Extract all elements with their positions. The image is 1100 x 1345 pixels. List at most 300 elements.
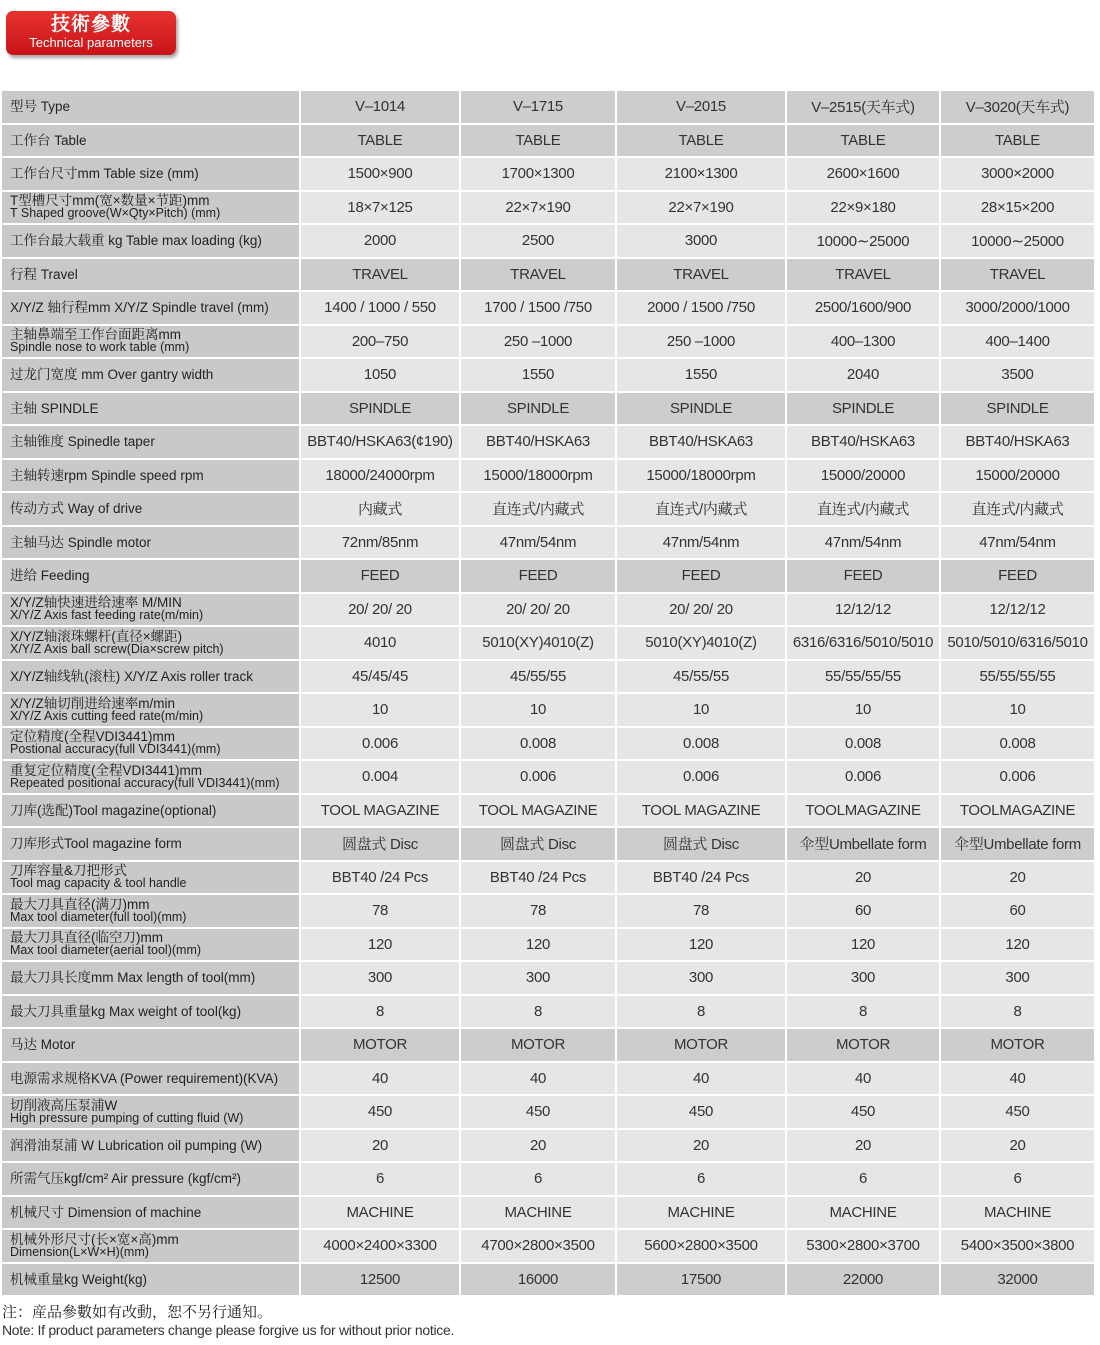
cell-model-5 — [940, 1095, 1094, 1129]
cell-model-2 — [460, 1162, 616, 1196]
table-row — [2, 157, 1094, 191]
row-label-line: X/Y/Z Axis fast feeding rate(m/min) — [10, 608, 204, 623]
cell-value: 3000×2000 — [981, 165, 1054, 183]
cell-value: 6 — [1013, 1170, 1022, 1188]
cell-model-2 — [460, 861, 616, 895]
cell-value: V–2515(天车式) — [811, 99, 915, 117]
cell-value: TRAVEL — [673, 265, 729, 283]
table-row — [2, 1263, 1094, 1297]
row-label-line: 主轴锥度 Spinedle taper — [10, 434, 155, 450]
cell-value: 20 — [854, 1136, 872, 1154]
table-row — [2, 861, 1094, 895]
cell-value: 2500/1600/900 — [814, 299, 912, 317]
row-label-line: 主轴 SPINDLE — [10, 400, 99, 416]
row-label-line: X/Y/Z Axis ball screw(Dia×screw pitch) — [10, 641, 224, 656]
cell-model-3 — [616, 1196, 786, 1230]
cell-value: SPINDLE — [831, 399, 895, 417]
cell-model-5 — [940, 325, 1094, 359]
row-label-line: X/Y/Z轴滚珠螺杆(直径×螺距) — [10, 628, 183, 644]
cell-model-4 — [786, 392, 940, 426]
cell-model-5 — [940, 559, 1094, 593]
cell-model-4 — [786, 258, 940, 292]
cell-value: 10000∼25000 — [816, 232, 910, 250]
row-label-line: T Shaped groove(W×Qty×Pitch) (mm) — [10, 206, 221, 221]
cell-model-2 — [460, 928, 616, 962]
cell-value: 2000 — [363, 232, 397, 250]
row-label-line: 机械重量kg Weight(kg) — [10, 1271, 148, 1287]
cell-value: 2000 / 1500 /750 — [647, 299, 755, 317]
cell-model-5 — [940, 1129, 1094, 1163]
cell-model-1 — [300, 559, 460, 593]
cell-value: 直连式/内藏式 — [816, 501, 910, 519]
cell-value: 直连式/内藏式 — [971, 501, 1064, 519]
cell-value: 78 — [371, 902, 389, 920]
row-label — [2, 191, 300, 225]
row-label-line: 刀库容量&刀把形式 — [10, 863, 128, 879]
cell-value: 55/55/55/55 — [979, 667, 1056, 685]
cell-value: V–2015 — [676, 98, 726, 116]
row-label — [2, 559, 300, 593]
cell-value: 45/55/55 — [673, 667, 729, 685]
cell-value: 1700 / 1500 /750 — [484, 299, 592, 317]
cell-value: 10 — [371, 701, 389, 719]
cell-model-3 — [616, 258, 786, 292]
cell-value: 45/55/55 — [510, 667, 566, 685]
cell-value: MOTOR — [673, 1036, 729, 1054]
table-row — [2, 392, 1094, 426]
cell-model-1 — [300, 1028, 460, 1062]
cell-model-3 — [616, 1062, 786, 1096]
cell-value: 0.004 — [361, 768, 399, 786]
cell-value: V–1014 — [355, 98, 405, 116]
row-label — [2, 1129, 300, 1163]
table-row — [2, 124, 1094, 158]
row-label — [2, 258, 300, 292]
cell-value: 圆盘式 Disc — [342, 836, 418, 854]
cell-value: BBT40 /24 Pcs — [652, 868, 750, 886]
cell-value: 300 — [850, 969, 876, 987]
row-label-line: 马达 Motor — [10, 1037, 76, 1053]
row-label — [2, 995, 300, 1029]
cell-model-4 — [786, 1095, 940, 1129]
cell-value: 72nm/85nm — [341, 533, 419, 551]
row-label-line: 最大刀具直径(临空刀)mm — [10, 930, 163, 946]
cell-value: BBT40/HSKA63(¢190) — [307, 433, 453, 451]
cell-model-3 — [616, 392, 786, 426]
cell-value: 40 — [529, 1069, 547, 1087]
cell-model-4 — [786, 358, 940, 392]
cell-value: MOTOR — [352, 1036, 408, 1054]
table-row — [2, 526, 1094, 560]
cell-value: BBT40/HSKA63 — [811, 433, 915, 451]
row-label-line: 过龙门宽度 mm Over gantry width — [10, 367, 214, 383]
technical-parameters-table — [2, 91, 1094, 1297]
cell-value: SPINDLE — [669, 399, 733, 417]
cell-model-1 — [300, 894, 460, 928]
cell-value: 250 –1000 — [503, 332, 573, 350]
row-label — [2, 425, 300, 459]
footnote-zh: 注：産品參數如有改動，恕不另行通知。 — [2, 1304, 273, 1321]
row-label — [2, 459, 300, 493]
cell-model-2 — [460, 358, 616, 392]
cell-model-3 — [616, 861, 786, 895]
cell-value: 直连式/内藏式 — [491, 501, 585, 519]
row-label-line: Repeated positional accuracy(full VDI3441)(mm) — [10, 775, 280, 790]
cell-model-2 — [460, 492, 616, 526]
cell-model-1 — [300, 827, 460, 861]
row-label-line: 传动方式 Way of drive — [10, 501, 143, 517]
cell-model-3 — [616, 1229, 786, 1263]
cell-value: 10000∼25000 — [971, 232, 1064, 250]
row-label — [2, 1162, 300, 1196]
cell-model-1 — [300, 995, 460, 1029]
cell-value: MACHINE — [983, 1203, 1052, 1221]
cell-model-1 — [300, 1162, 460, 1196]
cell-model-4 — [786, 727, 940, 761]
cell-model-2 — [460, 1062, 616, 1096]
cell-value: 2040 — [846, 366, 880, 384]
cell-model-3 — [616, 1095, 786, 1129]
cell-model-5 — [940, 1229, 1094, 1263]
row-label — [2, 928, 300, 962]
cell-value: 15000/18000rpm — [483, 466, 593, 484]
cell-value: 78 — [529, 902, 547, 920]
cell-value: TRAVEL — [835, 265, 891, 283]
cell-value: TOOLMAGAZINE — [959, 801, 1076, 819]
cell-value: 圆盘式 Disc — [663, 836, 739, 854]
cell-value: 120 — [688, 935, 714, 953]
cell-model-3 — [616, 760, 786, 794]
cell-value: 10 — [692, 701, 710, 719]
cell-model-5 — [940, 894, 1094, 928]
row-label-line: 机械外形尺寸(长×宽×高)mm — [10, 1231, 179, 1247]
cell-model-5 — [940, 258, 1094, 292]
cell-value: 20 — [854, 868, 872, 886]
cell-model-5 — [940, 392, 1094, 426]
cell-value: 20/ 20/ 20 — [669, 600, 733, 618]
cell-model-4 — [786, 693, 940, 727]
cell-model-4 — [786, 1263, 940, 1297]
cell-model-4 — [786, 191, 940, 225]
cell-model-4 — [786, 660, 940, 694]
cell-value: 3000/2000/1000 — [965, 299, 1070, 317]
cell-value: TABLE — [995, 131, 1040, 149]
cell-value: FEED — [998, 567, 1037, 585]
cell-value: 47nm/54nm — [979, 533, 1056, 551]
cell-value: BBT40/HSKA63 — [965, 433, 1070, 451]
cell-value: 300 — [367, 969, 393, 987]
table-row — [2, 91, 1094, 124]
cell-model-1 — [300, 593, 460, 627]
cell-value: 5010/5010/6316/5010 — [947, 634, 1088, 652]
cell-value: TOOL MAGAZINE — [641, 801, 761, 819]
cell-model-4 — [786, 425, 940, 459]
cell-model-2 — [460, 593, 616, 627]
cell-model-4 — [786, 1229, 940, 1263]
cell-model-4 — [786, 894, 940, 928]
cell-value: 8 — [1013, 1002, 1022, 1020]
cell-model-3 — [616, 358, 786, 392]
table-row — [2, 1028, 1094, 1062]
cell-model-5 — [940, 1028, 1094, 1062]
section-title-badge — [6, 11, 176, 55]
cell-value: TOOLMAGAZINE — [805, 801, 921, 819]
cell-value: 1500×900 — [347, 165, 413, 183]
cell-model-1 — [300, 291, 460, 325]
row-label — [2, 526, 300, 560]
cell-model-1 — [300, 1263, 460, 1297]
cell-value: MACHINE — [667, 1203, 735, 1221]
cell-model-3 — [616, 593, 786, 627]
cell-model-5 — [940, 827, 1094, 861]
row-label — [2, 894, 300, 928]
footnote-en: Note: If product parameters change please forgive us for without prior notice. — [2, 1322, 455, 1338]
cell-model-5 — [940, 224, 1094, 258]
cell-model-2 — [460, 760, 616, 794]
cell-value: 120 — [850, 935, 876, 953]
row-label — [2, 1062, 300, 1096]
table-row — [2, 559, 1094, 593]
cell-value: 32000 — [997, 1270, 1038, 1288]
cell-value: 47nm/54nm — [499, 533, 577, 551]
row-label — [2, 91, 300, 124]
cell-model-4 — [786, 760, 940, 794]
cell-model-3 — [616, 693, 786, 727]
cell-value: 15000/20000 — [975, 466, 1060, 484]
cell-value: 18×7×125 — [347, 198, 413, 216]
cell-model-5 — [940, 425, 1094, 459]
table-row — [2, 928, 1094, 962]
cell-model-1 — [300, 258, 460, 292]
row-label-line: 主轴转速rpm Spindle speed rpm — [10, 467, 204, 483]
cell-model-2 — [460, 325, 616, 359]
cell-model-1 — [300, 425, 460, 459]
row-label-line: 重复定位精度(全程VDI3441)mm — [10, 762, 203, 778]
cell-model-4 — [786, 593, 940, 627]
cell-value: 6 — [858, 1170, 868, 1188]
row-label — [2, 1229, 300, 1263]
cell-model-4 — [786, 827, 940, 861]
table-row — [2, 626, 1094, 660]
row-label — [2, 358, 300, 392]
row-label — [2, 325, 300, 359]
cell-model-1 — [300, 660, 460, 694]
cell-value: TOOL MAGAZINE — [478, 801, 598, 819]
row-label — [2, 124, 300, 158]
cell-model-2 — [460, 693, 616, 727]
cell-value: 0.008 — [999, 734, 1036, 752]
row-label — [2, 593, 300, 627]
cell-model-3 — [616, 794, 786, 828]
row-label-line: Tool mag capacity & tool handle — [10, 876, 187, 891]
cell-model-2 — [460, 794, 616, 828]
cell-model-2 — [460, 660, 616, 694]
cell-model-4 — [786, 124, 940, 158]
row-label-line: 工作台尺寸mm Table size (mm) — [10, 166, 199, 182]
cell-value: V–1715 — [513, 98, 563, 116]
cell-model-4 — [786, 291, 940, 325]
footnote — [2, 1303, 454, 1339]
row-label — [2, 794, 300, 828]
cell-model-2 — [460, 459, 616, 493]
cell-value: 5400×3500×3800 — [960, 1237, 1075, 1255]
row-label-line: 行程 Travel — [10, 266, 78, 282]
cell-model-3 — [616, 526, 786, 560]
cell-value: 120 — [525, 935, 551, 953]
cell-model-4 — [786, 1129, 940, 1163]
cell-model-1 — [300, 392, 460, 426]
title-zh: 技術參數 — [50, 14, 131, 35]
cell-value: 20 — [371, 1136, 389, 1154]
cell-model-3 — [616, 492, 786, 526]
table-row — [2, 1095, 1094, 1129]
cell-value: TABLE — [515, 131, 561, 149]
cell-value: 1700×1300 — [501, 165, 575, 183]
cell-model-2 — [460, 1028, 616, 1062]
cell-value: 40 — [1009, 1069, 1026, 1087]
cell-model-5 — [940, 961, 1094, 995]
cell-value: 120 — [367, 935, 393, 953]
cell-model-1 — [300, 459, 460, 493]
cell-value: 22×7×190 — [505, 198, 571, 216]
cell-model-5 — [940, 760, 1094, 794]
row-label-line: High pressure pumping of cutting fluid (W) — [10, 1110, 244, 1125]
cell-value: 18000/24000rpm — [325, 466, 435, 484]
table-row — [2, 325, 1094, 359]
cell-value: MOTOR — [510, 1036, 566, 1054]
cell-model-2 — [460, 727, 616, 761]
cell-model-3 — [616, 1263, 786, 1297]
cell-model-5 — [940, 593, 1094, 627]
cell-model-3 — [616, 425, 786, 459]
cell-model-5 — [940, 1162, 1094, 1196]
cell-model-2 — [460, 1229, 616, 1263]
cell-model-1 — [300, 794, 460, 828]
cell-value: 60 — [854, 902, 872, 920]
row-label-line: 主轴马达 Spindle motor — [10, 534, 152, 550]
cell-value: 1050 — [363, 366, 397, 384]
row-label — [2, 693, 300, 727]
cell-model-5 — [940, 995, 1094, 1029]
cell-value: 12/12/12 — [989, 600, 1046, 618]
cell-model-2 — [460, 961, 616, 995]
cell-model-1 — [300, 1129, 460, 1163]
cell-model-2 — [460, 191, 616, 225]
cell-value: 28×15×200 — [980, 198, 1055, 216]
cell-model-5 — [940, 459, 1094, 493]
cell-value: TRAVEL — [510, 265, 566, 283]
cell-value: 0.006 — [519, 768, 557, 786]
cell-value: BBT40/HSKA63 — [486, 433, 590, 451]
row-label-line: 最大刀具重量kg Max weight of tool(kg) — [10, 1003, 242, 1019]
cell-model-1 — [300, 928, 460, 962]
row-label — [2, 660, 300, 694]
cell-value: 2100×1300 — [664, 165, 738, 183]
cell-model-2 — [460, 1095, 616, 1129]
cell-model-5 — [940, 660, 1094, 694]
cell-value: 40 — [692, 1069, 710, 1087]
cell-model-2 — [460, 1129, 616, 1163]
cell-value: 0.006 — [361, 734, 399, 752]
cell-value: 0.006 — [844, 768, 882, 786]
row-label — [2, 492, 300, 526]
cell-model-3 — [616, 191, 786, 225]
cell-model-2 — [460, 224, 616, 258]
cell-value: 6 — [375, 1170, 385, 1188]
cell-model-3 — [616, 928, 786, 962]
cell-value: 1400 / 1000 / 550 — [324, 299, 436, 317]
cell-value: TRAVEL — [352, 265, 408, 283]
table-row — [2, 1196, 1094, 1230]
row-label — [2, 157, 300, 191]
cell-model-1 — [300, 526, 460, 560]
table-row — [2, 191, 1094, 225]
table-row — [2, 1062, 1094, 1096]
cell-value: TABLE — [840, 131, 886, 149]
row-label — [2, 224, 300, 258]
cell-value: 20/ 20/ 20 — [506, 600, 570, 618]
table-row — [2, 760, 1094, 794]
table-row — [2, 492, 1094, 526]
cell-value: 5010(XY)4010(Z) — [482, 634, 594, 652]
cell-value: 10 — [854, 701, 872, 719]
cell-model-2 — [460, 827, 616, 861]
cell-value: 伞型Umbellate form — [799, 836, 927, 854]
row-label-line: 型号 Type — [10, 99, 71, 115]
row-label — [2, 861, 300, 895]
cell-value: BBT40/HSKA63 — [649, 433, 753, 451]
cell-value: TRAVEL — [989, 265, 1046, 283]
cell-value: 40 — [371, 1069, 389, 1087]
table-row — [2, 459, 1094, 493]
cell-model-3 — [616, 1129, 786, 1163]
cell-model-3 — [616, 459, 786, 493]
cell-value: 200–750 — [351, 332, 409, 350]
row-label-line: 电源需求规格KVA (Power requirement)(KVA) — [10, 1070, 279, 1086]
cell-model-4 — [786, 1162, 940, 1196]
cell-model-3 — [616, 91, 786, 124]
cell-model-1 — [300, 861, 460, 895]
cell-model-4 — [786, 492, 940, 526]
row-label-line: 最大刀具直径(满刀)mm — [10, 896, 150, 912]
cell-model-3 — [616, 224, 786, 258]
cell-value: 12500 — [359, 1270, 401, 1288]
cell-value: MOTOR — [990, 1036, 1045, 1054]
cell-model-1 — [300, 224, 460, 258]
cell-model-3 — [616, 961, 786, 995]
cell-value: 3500 — [1001, 366, 1034, 384]
cell-value: 400–1300 — [830, 332, 896, 350]
row-label-line: 定位精度(全程VDI3441)mm — [10, 729, 176, 745]
cell-value: MACHINE — [504, 1203, 572, 1221]
cell-value: 20 — [692, 1136, 710, 1154]
cell-model-3 — [616, 157, 786, 191]
cell-value: 5010(XY)4010(Z) — [645, 634, 757, 652]
cell-model-4 — [786, 459, 940, 493]
cell-value: 直连式/内藏式 — [654, 501, 748, 519]
cell-value: 16000 — [517, 1270, 559, 1288]
cell-value: 22×9×180 — [830, 198, 896, 216]
cell-model-1 — [300, 961, 460, 995]
cell-model-5 — [940, 91, 1094, 124]
cell-value: 450 — [525, 1103, 551, 1121]
cell-value: FEED — [360, 567, 400, 585]
cell-model-1 — [300, 1196, 460, 1230]
cell-value: 450 — [850, 1103, 876, 1121]
cell-value: 0.008 — [519, 734, 557, 752]
cell-model-2 — [460, 291, 616, 325]
cell-model-1 — [300, 1062, 460, 1096]
